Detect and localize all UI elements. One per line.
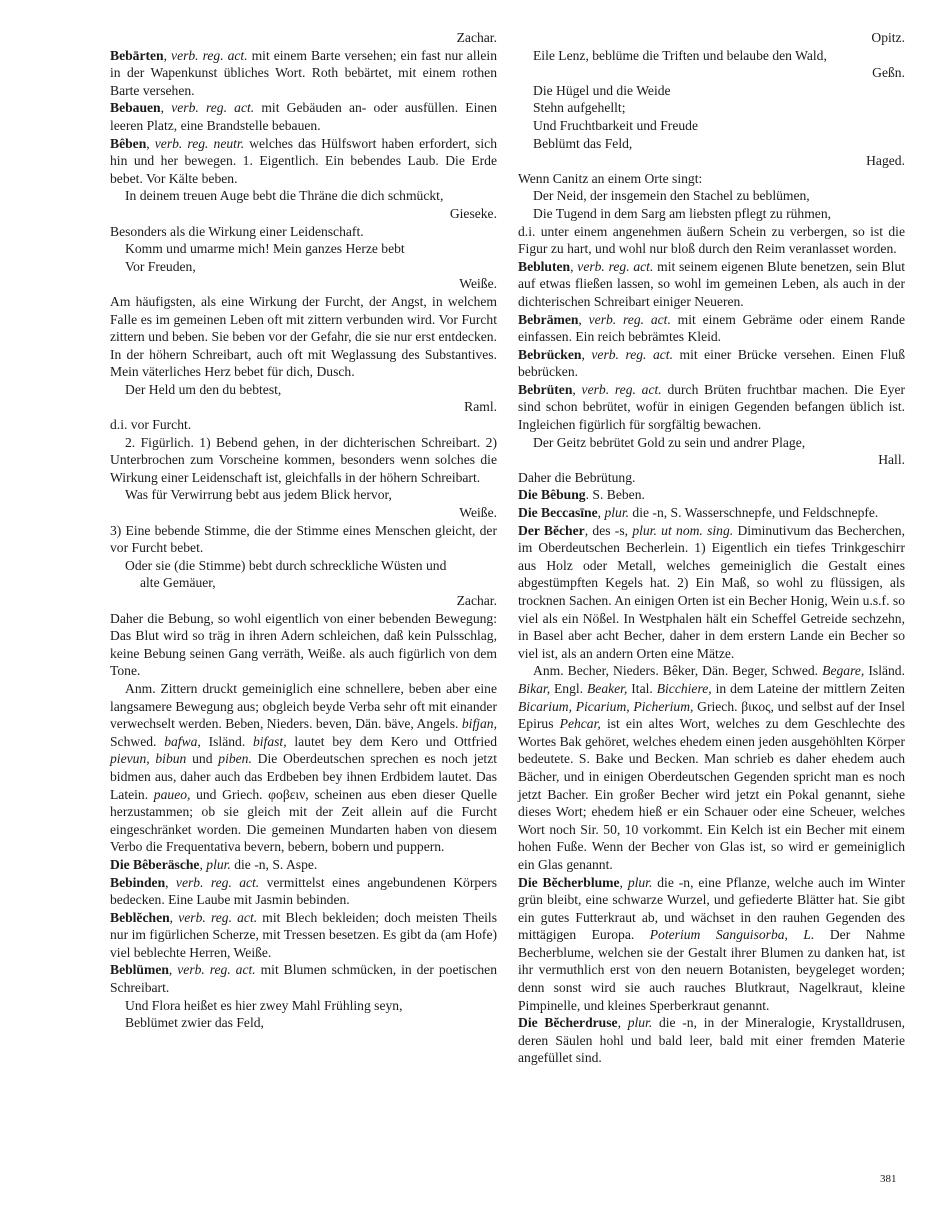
headword: Die Bêberäsche bbox=[110, 856, 200, 872]
grammar-note: verb. reg. act. bbox=[178, 909, 258, 925]
verse-quote: Und Fruchtbarkeit und Freude bbox=[533, 117, 698, 133]
verse-quote: Der Geitz bebrütet Gold zu sein und andrer Plage, bbox=[533, 434, 806, 450]
entry-beblumen: Beblümen, verb. reg. act. mit Blumen schmücken, in der poetischen Schreibart. bbox=[110, 962, 497, 996]
headword: Die Bĕcherdruse bbox=[518, 1015, 618, 1031]
grammar-note: plur. bbox=[627, 1015, 653, 1031]
verse-quote: Beblümet zwier das Feld, bbox=[125, 1015, 264, 1031]
entry-bebrucken: Bebrücken, verb. reg. act. mit einer Brücke versehen. Einen Fluß bebrücken. bbox=[518, 346, 905, 380]
grammar-note: verb. reg. act. bbox=[171, 47, 248, 63]
left-column bbox=[110, 29, 497, 1032]
source-citation: Zachar. bbox=[456, 593, 497, 608]
definition: mit einem Gebräme oder einem Rande einfassen. Ein reich bebrämtes Kleid. bbox=[518, 311, 905, 345]
verse-quote: Die Tugend in dem Sarg am liebsten pflegt zu rühmen, bbox=[533, 205, 832, 221]
paragraph: 2. Figürlich. 1) Bebend gehen, in der dichterischen Schreibart. 2) Unterbrochen zum Vorscheine kommen, besonders wenn solches die Wirkung einer Leidenschaft ist, gleichfalls in der höhern Schreibart. bbox=[110, 434, 497, 485]
source-citation: Weiße. bbox=[459, 276, 497, 292]
grammar-note: verb. reg. act. bbox=[591, 346, 673, 362]
headword: Beblümen bbox=[110, 962, 169, 978]
definition: mit einem Barte versehen; ein fast nur allein in der Wapenkunst übliches Wort. Roth bebärtet, mit einem rothen Barte versehen. bbox=[110, 47, 498, 98]
headword: Bebrämen bbox=[518, 311, 579, 327]
grammar-note: verb. reg. act. bbox=[581, 381, 662, 397]
grammar-note: plur. bbox=[206, 856, 231, 872]
entry-bebramen: Bebrämen, verb. reg. act. mit einem Gebräme oder einem Rande einfassen. Ein reich bebrämtes Kleid. bbox=[518, 311, 905, 345]
entry-beblechen: Beblĕchen, verb. reg. act. mit Blech bekleiden; doch meisten Theils nur im figürlichen Scherze, mit Tressen besetzen. Es gibt da (am Hofe) viel beblechte Herren, Weiße. bbox=[110, 909, 497, 960]
paragraph: Am häufigsten, als eine Wirkung der Furcht, der Angst, in welchem Falle es im gemeinen Leben oft mit zittern verbunden wird. Vor Furcht zittern und beben. Sie beben vor der Gefahr, die sie nur erst entdecken. In der höhern Schreibart, auch oft mit Weglassung des Substantives. Mein väterliches Herz bebet für dich, Dusch. bbox=[110, 293, 497, 380]
definition: die -n, in der Mineralogie, Krystalldrusen, deren Säulen hohl und bald leer, bald mit einer fremden Materie angefüllet sind. bbox=[518, 1015, 906, 1066]
grammar-note: verb. reg. act. bbox=[177, 962, 256, 978]
verse-quote: Komm und umarme mich! Mein ganzes Herze bebt bbox=[125, 241, 405, 257]
definition: die -n, S. Aspe. bbox=[230, 856, 318, 872]
paragraph: d.i. vor Furcht. bbox=[110, 417, 192, 433]
definition: durch Brüten fruchtbar machen. Die Eyer sind schon bebrütet, wofür in einigen Gegenden befangen üblich ist. Ingleichen figürlich für sorgfältig bewachen. bbox=[518, 381, 906, 433]
source-citation: Haged. bbox=[866, 153, 905, 169]
source-citation: Zachar. bbox=[456, 30, 497, 45]
grammar-note: plur. ut nom. sing. bbox=[632, 522, 734, 538]
paragraph: Daher die Bebrütung. bbox=[518, 469, 636, 485]
grammar-note: plur. bbox=[627, 874, 653, 890]
grammar-note: verb. reg. act. bbox=[577, 258, 654, 274]
definition: . S. Beben. bbox=[585, 487, 645, 503]
verse-quote: Und Flora heißet es hier zwey Mahl Frühling seyn, bbox=[125, 997, 403, 1013]
definition: mit einer Brücke versehen. Einen Fluß bebrücken. bbox=[518, 346, 905, 380]
headword: Bebārten bbox=[110, 47, 164, 63]
verse-quote: Der Neid, der insgemein den Stachel zu beblümen, bbox=[533, 188, 810, 204]
entry-bebauen: Bebauen, verb. reg. act. mit Gebäuden an- oder ausfüllen. Einen leeren Platz, eine Brandstelle bebauen. bbox=[110, 100, 497, 133]
paragraph: Besonders als die Wirkung einer Leidenschaft. bbox=[110, 223, 364, 239]
verse-quote: Der Held um den du bebtest, bbox=[125, 381, 282, 397]
source-citation: Raml. bbox=[464, 399, 497, 415]
headword: Bebauen bbox=[110, 100, 161, 116]
grammar-note: verb. reg. act. bbox=[588, 311, 671, 327]
paragraph: 3) Eine bebende Stimme, die der Stimme eines Menschen gleicht, der vor Furcht bebet. bbox=[110, 522, 497, 556]
definition: Diminutivum das Becherchen, im Oberdeutschen Becherlein. 1) Eigentlich ein tiefes Trinkgeschirr aus Holz oder Metall, welches gemeiniglich die Gestalt eines abgestümpften Kegels hat. 2) Ein Maß, so wohl zu flüssigen, als trocknen Sachen. An einigen Orten ist ein Becher Honig, Wein u.s.f. so viel als ein Nößel. In Westphalen hält ein Scheffel Getreide sechzehn, in Basel aber acht Becher, daher in dem erstern Lande ein Becher so viel ist, als an andern Orten eine Mätze. bbox=[518, 522, 905, 661]
source-citation: Geßn. bbox=[872, 65, 905, 81]
definition: mit Gebäuden an- oder ausfüllen. Einen leeren Platz, eine Brandstelle bebauen. bbox=[110, 100, 497, 133]
definition: mit Blumen schmücken, in der poetischen Schreibart. bbox=[110, 962, 497, 996]
definition: mit seinem eigenen Blute benetzen, sein Blut auf etwas fließen lassen, so wohl im gemeinen Leben, als auch in der dichterischen Schreibart einiger Neueren. bbox=[518, 258, 906, 309]
headword: Beblĕchen bbox=[110, 909, 170, 925]
headword: Bebrüten bbox=[518, 381, 573, 397]
source-citation: Gieseke. bbox=[449, 205, 497, 221]
entry-bebinden: Bebinden, verb. reg. act. vermittelst eines angebundenen Körpers bedecken. Eine Laube mit Jasmin bebinden. bbox=[110, 874, 498, 908]
grammar-note: verb. reg. neutr. bbox=[154, 135, 245, 151]
entry-bebluten: Bebluten, verb. reg. act. mit seinem eigenen Blute benetzen, sein Blut auf etwas fließen lassen, so wohl im gemeinen Leben, als auch in der dichterischen Schreibart einiger Neueren. bbox=[518, 258, 906, 309]
entry-becherblume: Die Bĕcherblume, plur. die -n, eine Pflanze, welche auch im Winter grün bleibt, eine schwarze Wurzel, und gefiederte Blätter hat. Sie gibt ein gutes Futterkraut ab, und wächset in den rauhen Gegenden des mittägigen Europa. Poterium Sanguisorba, L. Der Nahme Becherblume, welchen sie der Gestalt ihrer Blumen zu danken hat, ist ihr vermuthlich erst von den neuern Botanisten, beygeleget worden; denn sonst wird sie auch rauches Blutkraut, Nagelkraut, kleine Pimpinelle, und kleines Sperberkraut genannt. bbox=[518, 874, 905, 1013]
paragraph: Daher die Bebung, so wohl eigentlich von einer bebenden Bewegung: Das Blut wird so träg in ihren Adern schleichen, daß kein Pulsschlag, keine Bebung seinen Gang verräth, Weiße. als auch figürlich von dem Tone. bbox=[110, 610, 497, 679]
verse-quote: Beblümt das Feld, bbox=[533, 135, 633, 151]
entry-beben: Bêben, verb. reg. neutr. welches das Hülfswort haben erfordert, sich hin und her bewegen. 1. Eigentlich. Ein bebendes Laub. Die Erde bebet. Vor Kälte beben. bbox=[110, 135, 498, 186]
verse-quote: Stehn aufgehellt; bbox=[533, 100, 626, 116]
entry-bebung bbox=[518, 486, 905, 504]
definition: vermittelst eines angebundenen Körpers bedecken. Eine Laube mit Jasmin bebinden. bbox=[110, 874, 498, 908]
verse-quote: Was für Verwirrung bebt aus jedem Blick hervor, bbox=[125, 487, 392, 503]
grammar-note: plur. bbox=[604, 505, 630, 521]
right-column bbox=[518, 29, 905, 1067]
headword: Die Beccasīne bbox=[518, 505, 598, 521]
page-number: 381 bbox=[880, 1173, 897, 1185]
verse-quote: Die Hügel und die Weide bbox=[533, 82, 671, 98]
entry-bebruten: Bebrüten, verb. reg. act. durch Brüten fruchtbar machen. Die Eyer sind schon bebrütet, wofür in einigen Gegenden befangen üblich ist. Ingleichen figürlich für sorgfältig bewachen. bbox=[518, 381, 906, 433]
headword: Der Bĕcher bbox=[518, 522, 585, 538]
entry-becher: Der Bĕcher, des -s, plur. ut nom. sing. Diminutivum das Becherchen, im Oberdeutschen Becherlein. 1) Eigentlich ein tiefes Trinkgeschirr aus Holz oder Metall, welches gemeiniglich die Gestalt eines abgestümpften Kegels hat. 2) Ein Maß, so wohl zu flüssigen, als trocknen Sachen. An einigen Orten ist ein Becher Honig, Wein u.s.f. so viel als ein Nößel. In Westphalen hält ein Scheffel Getreide sechzehn, in Basel aber acht Becher, daher in dem erstern Lande ein Becher so viel ist, als an andern Orten eine Mätze. bbox=[518, 522, 905, 661]
entry-beberasche: Die Bêberäsche, plur. die -n, S. Aspe. bbox=[110, 856, 318, 872]
grammar-note: verb. reg. act. bbox=[175, 874, 260, 890]
paragraph: d.i. unter einem angenehmen äußern Schein zu verbergen, so ist die Figur zu hart, und wohl nur bloß durch den Reim veranlasset worden. bbox=[518, 223, 905, 257]
grammar-note: verb. reg. act. bbox=[171, 100, 255, 116]
verse-quote: In deinem treuen Auge bebt die Thräne die dich schmückt, bbox=[125, 188, 444, 204]
definition: welches das Hülfswort haben erfordert, sich hin und her bewegen. 1. Eigentlich. Ein bebendes Laub. Die Erde bebet. Vor Kälte beben. bbox=[110, 135, 498, 186]
headword: Bebrücken bbox=[518, 346, 582, 362]
headword: Die Bêbung bbox=[518, 487, 586, 503]
definition: mit Blech bekleiden; doch meisten Theils nur im figürlichen Scherze, mit Tressen besetzen. Es gibt da (am Hofe) viel beblechte Herren, Weiße. bbox=[110, 909, 497, 960]
verse-quote: alte Gemäuer, bbox=[140, 575, 216, 591]
verse-quote: Oder sie (die Stimme) bebt durch schreckliche Wüsten und bbox=[125, 557, 447, 573]
source-citation: Weiße. bbox=[459, 505, 497, 521]
entry-becherdruse: Die Bĕcherdruse, plur. die -n, in der Mineralogie, Krystalldrusen, deren Säulen hohl und bald leer, bald mit einer fremden Materie angefüllet sind. bbox=[518, 1015, 906, 1066]
headword: Bebluten bbox=[518, 258, 571, 274]
annotation-paragraph: Anm. Zittern druckt gemeiniglich eine schnellere, beben aber eine langsamere Bewegung aus; obgleich beyde Verba sehr oft mit einander verwechselt werden. Beben, Nieders. beven, Dän. bäve, Angels. bifjan, Schwed. bafwa, Isländ. bifast, lautet bey dem Kero und Ottfried pievun, bibun und piben. Die Oberdeutschen sprechen es noch jetzt bidmen aus, daher auch das Erdbeben bey ihnen Erdbidem lautet. Das Latein. paueo, und Griech. φοβειν, scheinen aus eben dieser Quelle herzustammen; ob sie gleich mit der Zeit allein auf die Furcht eingeschränket worden. Die gemeinen Mundarten haben von diesem Verbo die Frequentativa bevern, bebern, bobern und puppern. bbox=[110, 680, 498, 855]
headword: Die Bĕcherblume bbox=[518, 874, 620, 890]
entry-beccasine: Die Beccasīne, plur. die -n, S. Wasserschnepfe, und Feldschnepfe. bbox=[518, 505, 879, 521]
definition: die -n, S. Wasserschnepfe, und Feldschnepfe. bbox=[629, 505, 879, 521]
verse-quote: Eile Lenz, beblüme die Triften und belaube den Wald, bbox=[533, 47, 827, 63]
annotation-paragraph: Anm. Becher, Nieders. Bêker, Dän. Beger, Schwed. Begare, Isländ. Bikar, Engl. Beaker, Ital. Bicchiere, in dem Lateine der mittlern Zeiten Bicarium, Picarium, Picherium, Griech. βικος, und selbst auf der Insel Epirus Pehcar, ist ein altes Wort, welches zu dem Geschlechte des Wortes Bak gehöret, welches ehedem einen jeden ausgehöhlten Körper bedeutete. S. Bake und Becken. Man schrieb es daher ehedem auch Bächer, und in einigen Oberdeutschen Gegenden spricht man es noch jetzt Bacher. Ein großer Becher wird jetzt ein Pokal genannt, siehe dieses Wort; ehedem hieß er ein Schauer oder eine Scheuer, welches Wort noch Sir. 50, 10 vorkommt. Ein Kelch ist ein Becher mit einem hohen Fuße. Wenn der Becher von Glas ist, so wird er gemeiniglich ein Glas genannt. bbox=[518, 663, 905, 872]
source-citation: Hall. bbox=[878, 452, 905, 468]
source-citation: Opitz. bbox=[871, 30, 905, 45]
headword: Bêben bbox=[110, 135, 147, 151]
headword: Bebinden bbox=[110, 874, 166, 890]
verse-quote: Vor Freuden, bbox=[125, 258, 196, 274]
paragraph: Wenn Canitz an einem Orte singt: bbox=[518, 170, 703, 186]
entry-bebarten: Bebārten, verb. reg. act. mit einem Barte versehen; ein fast nur allein in der Wapenkunst übliches Wort. Roth bebärtet, mit einem rothen Barte versehen. bbox=[110, 47, 498, 98]
